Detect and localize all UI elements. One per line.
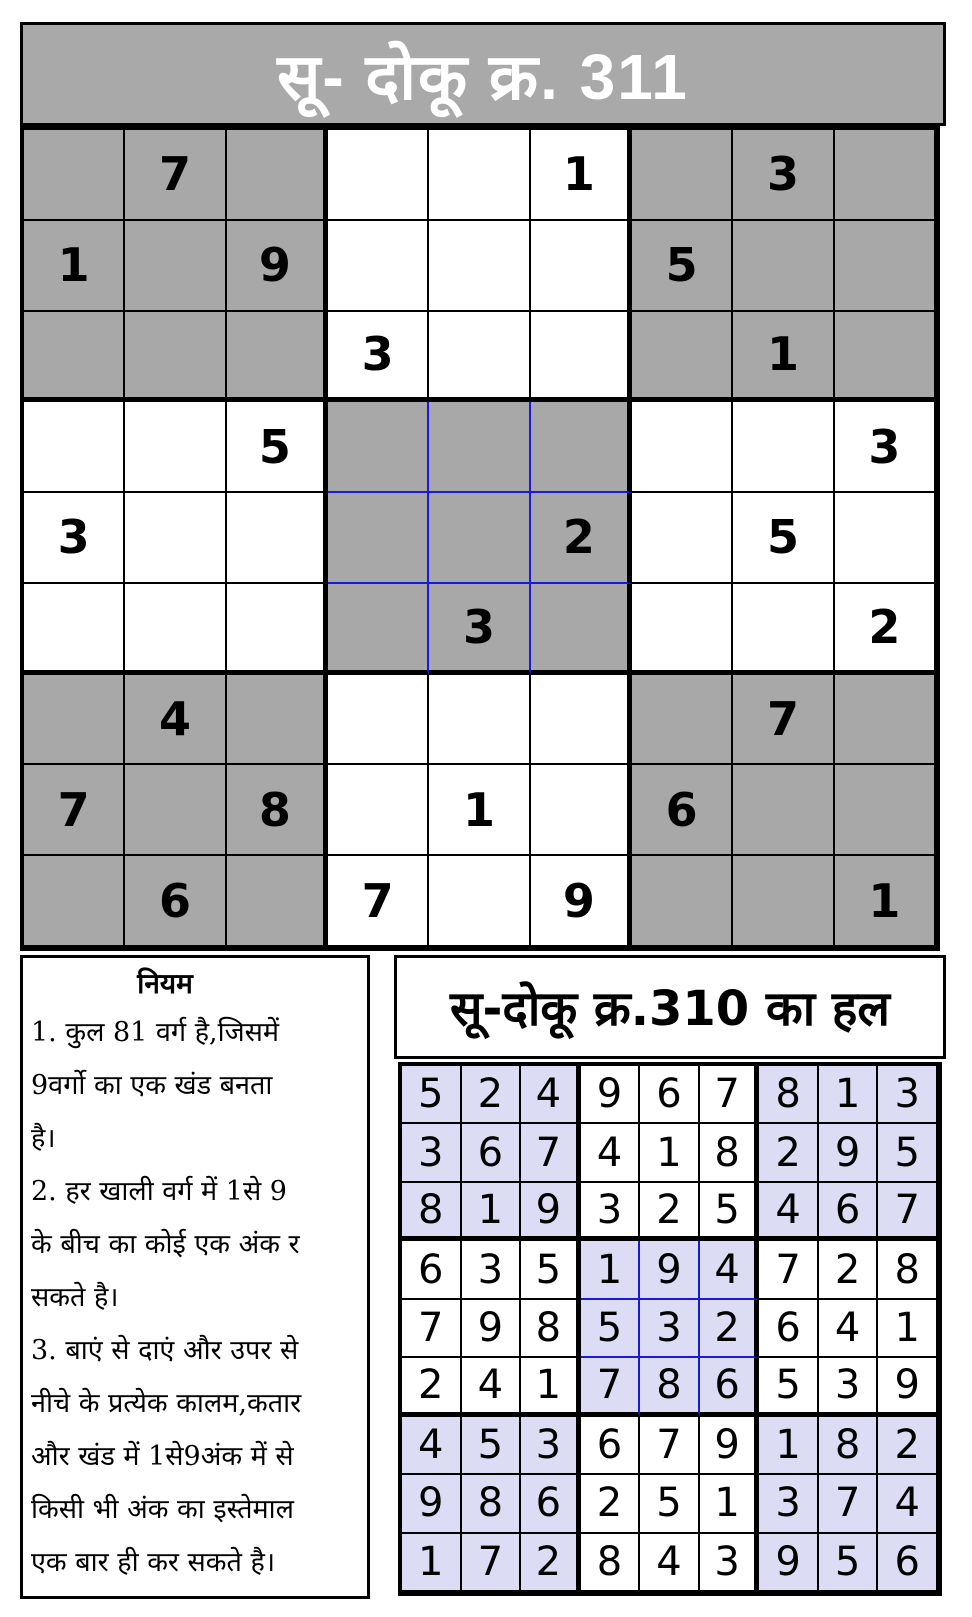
puzzle-grid (20, 126, 940, 951)
puzzle-cell-r8-c5: 1 (429, 765, 530, 856)
puzzle-cell-r4-c1 (24, 402, 125, 493)
solution-cell-r1-c9: 3 (878, 1066, 938, 1124)
puzzle-cell-r9-c4: 7 (328, 856, 429, 947)
solution-cell-r2-c5: 1 (640, 1124, 700, 1182)
solution-cell-r9-c6: 3 (700, 1534, 760, 1592)
solution-cell-r2-c3: 7 (521, 1124, 581, 1182)
puzzle-cell-r6-c9: 2 (835, 584, 936, 675)
solution-cell-r6-c4: 7 (581, 1358, 641, 1416)
puzzle-cell-r3-c3 (227, 312, 328, 403)
puzzle-cell-r6-c4 (328, 584, 429, 675)
puzzle-cell-r1-c3 (227, 130, 328, 221)
puzzle-title: सू- दोकू क्र. 311 (277, 40, 689, 113)
puzzle-cell-r4-c5 (429, 402, 530, 493)
rule-line: 2. हर खाली वर्ग में 1से 9 (31, 1176, 287, 1207)
puzzle-cell-r7-c5 (429, 675, 530, 766)
puzzle-cell-r3-c6 (531, 312, 632, 403)
solution-cell-r5-c6: 2 (700, 1300, 760, 1358)
solution-cell-r6-c8: 3 (819, 1358, 879, 1416)
solution-cell-r1-c5: 6 (640, 1066, 700, 1124)
solution-cell-r2-c6: 8 (700, 1124, 760, 1182)
puzzle-cell-r5-c1: 3 (24, 493, 125, 584)
solution-cell-r4-c8: 2 (819, 1241, 879, 1299)
solution-cell-r7-c7: 1 (759, 1417, 819, 1475)
solution-cell-r9-c9: 6 (878, 1534, 938, 1592)
rule-line: और खंड में 1से9अंक में से (31, 1441, 294, 1472)
rule-line: एक बार ही कर सकते है। (31, 1547, 276, 1578)
solution-cell-r8-c5: 5 (640, 1475, 700, 1533)
solution-cell-r4-c2: 3 (462, 1241, 522, 1299)
puzzle-cell-r7-c7 (632, 675, 733, 766)
rule-line: 9वर्गो का एक खंड बनता (31, 1070, 273, 1101)
solution-cell-r2-c2: 6 (462, 1124, 522, 1182)
puzzle-cell-r9-c5 (429, 856, 530, 947)
puzzle-cell-r2-c3: 9 (227, 221, 328, 312)
solution-cell-r8-c7: 3 (759, 1475, 819, 1533)
solution-cell-r1-c6: 7 (700, 1066, 760, 1124)
puzzle-cell-r2-c9 (835, 221, 936, 312)
rule-line: नीचे के प्रत्येक कालम,कतार (31, 1388, 302, 1419)
puzzle-cell-r3-c5 (429, 312, 530, 403)
solution-cell-r1-c7: 8 (759, 1066, 819, 1124)
solution-cell-r5-c2: 9 (462, 1300, 522, 1358)
puzzle-cell-r6-c5: 3 (429, 584, 530, 675)
puzzle-cell-r5-c2 (125, 493, 226, 584)
puzzle-cell-r8-c6 (531, 765, 632, 856)
puzzle-cell-r2-c5 (429, 221, 530, 312)
solution-cell-r5-c7: 6 (759, 1300, 819, 1358)
puzzle-cell-r9-c1 (24, 856, 125, 947)
puzzle-cell-r6-c8 (733, 584, 834, 675)
puzzle-cell-r8-c2 (125, 765, 226, 856)
solution-cell-r2-c4: 4 (581, 1124, 641, 1182)
puzzle-cell-r5-c4 (328, 493, 429, 584)
solution-cell-r4-c1: 6 (402, 1241, 462, 1299)
solution-cell-r8-c1: 9 (402, 1475, 462, 1533)
puzzle-cell-r2-c8 (733, 221, 834, 312)
solution-cell-r7-c2: 5 (462, 1417, 522, 1475)
solution-cell-r7-c6: 9 (700, 1417, 760, 1475)
puzzle-cell-r1-c1 (24, 130, 125, 221)
solution-cell-r5-c3: 8 (521, 1300, 581, 1358)
solution-cell-r7-c4: 6 (581, 1417, 641, 1475)
puzzle-cell-r8-c1: 7 (24, 765, 125, 856)
solution-cell-r4-c3: 5 (521, 1241, 581, 1299)
puzzle-cell-r4-c8 (733, 402, 834, 493)
puzzle-cell-r9-c3 (227, 856, 328, 947)
solution-cell-r4-c9: 8 (878, 1241, 938, 1299)
solution-cell-r3-c1: 8 (402, 1183, 462, 1241)
solution-cell-r2-c8: 9 (819, 1124, 879, 1182)
puzzle-title-bar (20, 22, 946, 126)
solution-cell-r1-c3: 4 (521, 1066, 581, 1124)
puzzle-cell-r7-c1 (24, 675, 125, 766)
solution-cell-r4-c7: 7 (759, 1241, 819, 1299)
puzzle-cell-r8-c7: 6 (632, 765, 733, 856)
puzzle-cell-r3-c7 (632, 312, 733, 403)
puzzle-cell-r7-c2: 4 (125, 675, 226, 766)
puzzle-cell-r7-c4 (328, 675, 429, 766)
puzzle-cell-r2-c1: 1 (24, 221, 125, 312)
solution-cell-r5-c5: 3 (640, 1300, 700, 1358)
puzzle-cell-r5-c6: 2 (531, 493, 632, 584)
puzzle-cell-r1-c2: 7 (125, 130, 226, 221)
solution-cell-r1-c8: 1 (819, 1066, 879, 1124)
solution-cell-r5-c1: 7 (402, 1300, 462, 1358)
puzzle-cell-r3-c2 (125, 312, 226, 403)
puzzle-cell-r9-c8 (733, 856, 834, 947)
solution-cell-r2-c7: 2 (759, 1124, 819, 1182)
solution-cell-r6-c5: 8 (640, 1358, 700, 1416)
solution-cell-r4-c6: 4 (700, 1241, 760, 1299)
puzzle-cell-r8-c4 (328, 765, 429, 856)
puzzle-cell-r2-c4 (328, 221, 429, 312)
puzzle-cell-r1-c7 (632, 130, 733, 221)
puzzle-cell-r1-c9 (835, 130, 936, 221)
puzzle-cell-r3-c9 (835, 312, 936, 403)
puzzle-cell-r4-c2 (125, 402, 226, 493)
solution-cell-r5-c8: 4 (819, 1300, 879, 1358)
puzzle-cell-r8-c3: 8 (227, 765, 328, 856)
puzzle-cell-r4-c4 (328, 402, 429, 493)
solution-cell-r8-c4: 2 (581, 1475, 641, 1533)
solution-cell-r7-c5: 7 (640, 1417, 700, 1475)
puzzle-cell-r6-c7 (632, 584, 733, 675)
puzzle-cell-r3-c8: 1 (733, 312, 834, 403)
puzzle-cell-r7-c3 (227, 675, 328, 766)
solution-cell-r6-c1: 2 (402, 1358, 462, 1416)
puzzle-cell-r6-c6 (531, 584, 632, 675)
solution-cell-r3-c4: 3 (581, 1183, 641, 1241)
solution-cell-r3-c2: 1 (462, 1183, 522, 1241)
solution-cell-r1-c4: 9 (581, 1066, 641, 1124)
solution-cell-r3-c8: 6 (819, 1183, 879, 1241)
puzzle-cell-r9-c2: 6 (125, 856, 226, 947)
solution-cell-r3-c7: 4 (759, 1183, 819, 1241)
solution-cell-r7-c1: 4 (402, 1417, 462, 1475)
solution-cell-r9-c8: 5 (819, 1534, 879, 1592)
puzzle-cell-r4-c3: 5 (227, 402, 328, 493)
puzzle-cell-r2-c7: 5 (632, 221, 733, 312)
puzzle-cell-r5-c8: 5 (733, 493, 834, 584)
solution-grid (398, 1062, 942, 1596)
puzzle-cell-r2-c2 (125, 221, 226, 312)
puzzle-cell-r1-c4 (328, 130, 429, 221)
puzzle-cell-r7-c8: 7 (733, 675, 834, 766)
solution-cell-r9-c3: 2 (521, 1534, 581, 1592)
puzzle-cell-r5-c9 (835, 493, 936, 584)
puzzle-cell-r4-c9: 3 (835, 402, 936, 493)
solution-cell-r7-c8: 8 (819, 1417, 879, 1475)
solution-cell-r2-c1: 3 (402, 1124, 462, 1182)
solution-cell-r4-c5: 9 (640, 1241, 700, 1299)
rule-line: सकते है। (31, 1282, 119, 1313)
solution-cell-r8-c8: 7 (819, 1475, 879, 1533)
puzzle-cell-r3-c4: 3 (328, 312, 429, 403)
puzzle-cell-r9-c7 (632, 856, 733, 947)
puzzle-cell-r4-c7 (632, 402, 733, 493)
solution-cell-r8-c6: 1 (700, 1475, 760, 1533)
solution-cell-r9-c1: 1 (402, 1534, 462, 1592)
solution-cell-r5-c4: 5 (581, 1300, 641, 1358)
solution-cell-r8-c3: 6 (521, 1475, 581, 1533)
puzzle-cell-r8-c8 (733, 765, 834, 856)
puzzle-cell-r5-c7 (632, 493, 733, 584)
solution-cell-r1-c1: 5 (402, 1066, 462, 1124)
puzzle-cell-r8-c9 (835, 765, 936, 856)
rule-line: किसी भी अंक का इस्तेमाल (31, 1494, 294, 1525)
rule-line: के बीच का कोई एक अंक र (31, 1229, 300, 1260)
rules-heading: नियम (137, 967, 193, 1000)
solution-cell-r9-c5: 4 (640, 1534, 700, 1592)
solution-cell-r5-c9: 1 (878, 1300, 938, 1358)
puzzle-cell-r3-c1 (24, 312, 125, 403)
solution-cell-r8-c9: 4 (878, 1475, 938, 1533)
solution-cell-r4-c4: 1 (581, 1241, 641, 1299)
puzzle-cell-r5-c5 (429, 493, 530, 584)
solution-cell-r6-c3: 1 (521, 1358, 581, 1416)
solution-cell-r2-c9: 5 (878, 1124, 938, 1182)
rule-line: 3. बाएं से दाएं और उपर से (31, 1335, 299, 1366)
puzzle-cell-r5-c3 (227, 493, 328, 584)
puzzle-cell-r9-c9: 1 (835, 856, 936, 947)
puzzle-cell-r2-c6 (531, 221, 632, 312)
puzzle-cell-r6-c1 (24, 584, 125, 675)
puzzle-cell-r7-c9 (835, 675, 936, 766)
solution-cell-r7-c3: 3 (521, 1417, 581, 1475)
solution-cell-r7-c9: 2 (878, 1417, 938, 1475)
puzzle-cell-r4-c6 (531, 402, 632, 493)
solution-cell-r6-c6: 6 (700, 1358, 760, 1416)
solution-cell-r3-c9: 7 (878, 1183, 938, 1241)
solution-cell-r3-c3: 9 (521, 1183, 581, 1241)
solution-cell-r1-c2: 2 (462, 1066, 522, 1124)
rule-line: है। (31, 1123, 56, 1154)
solution-cell-r3-c6: 5 (700, 1183, 760, 1241)
rule-line: 1. कुल 81 वर्ग है,जिसमें (31, 1017, 280, 1048)
solution-cell-r9-c2: 7 (462, 1534, 522, 1592)
solution-cell-r8-c2: 8 (462, 1475, 522, 1533)
puzzle-cell-r7-c6 (531, 675, 632, 766)
puzzle-cell-r1-c8: 3 (733, 130, 834, 221)
solution-cell-r3-c5: 2 (640, 1183, 700, 1241)
rules-box (20, 955, 370, 1599)
puzzle-cell-r6-c3 (227, 584, 328, 675)
solution-cell-r6-c9: 9 (878, 1358, 938, 1416)
puzzle-cell-r1-c5 (429, 130, 530, 221)
puzzle-cell-r6-c2 (125, 584, 226, 675)
solution-cell-r9-c7: 9 (759, 1534, 819, 1592)
puzzle-cell-r1-c6: 1 (531, 130, 632, 221)
puzzle-cell-r9-c6: 9 (531, 856, 632, 947)
solution-cell-r9-c4: 8 (581, 1534, 641, 1592)
solution-cell-r6-c2: 4 (462, 1358, 522, 1416)
solution-title: सू-दोकू क्र.310 का हल (394, 955, 946, 1059)
solution-cell-r6-c7: 5 (759, 1358, 819, 1416)
